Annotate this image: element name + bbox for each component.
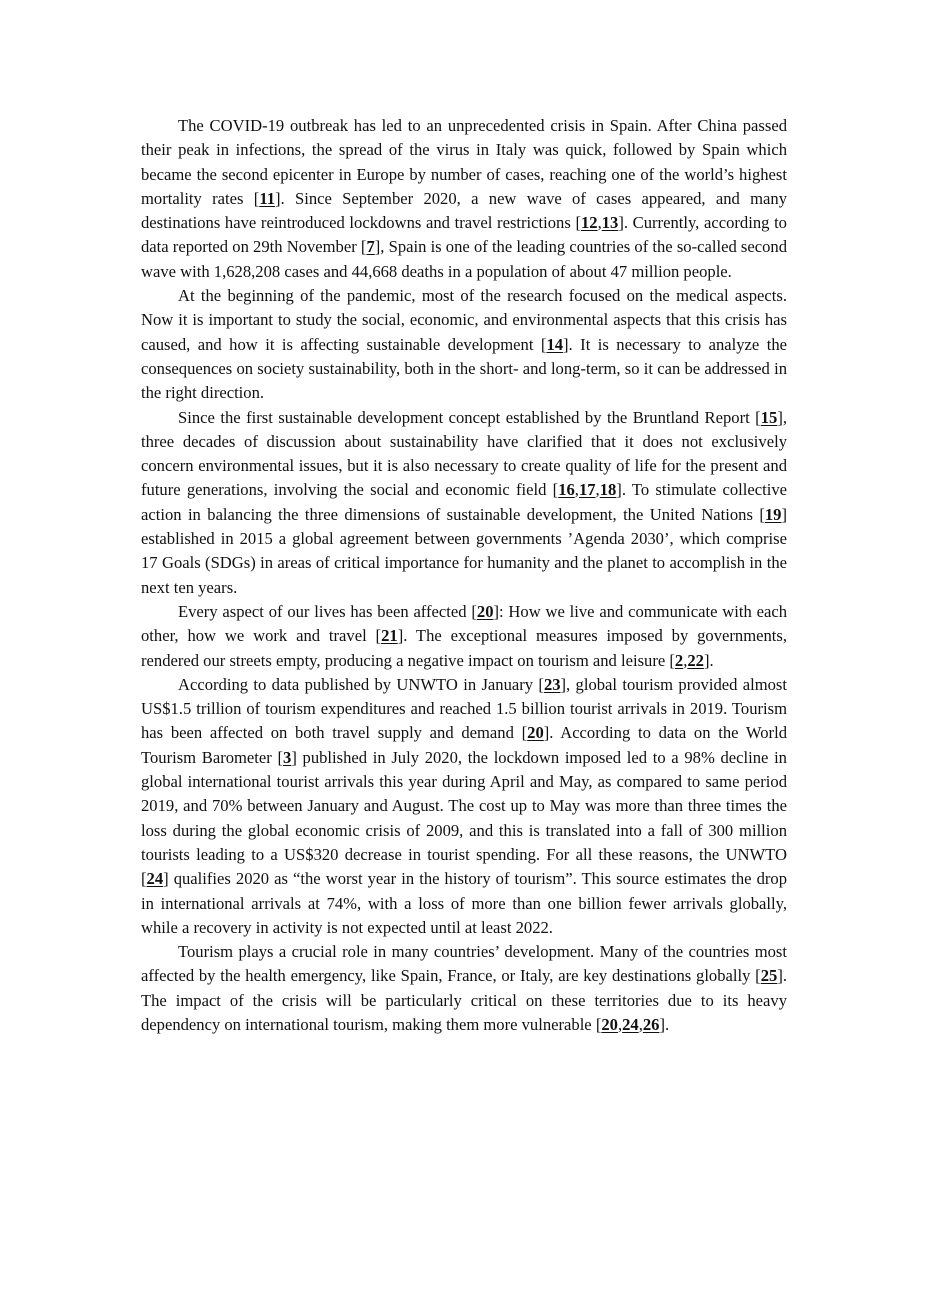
paragraph-text: , xyxy=(595,480,600,500)
paragraph-3 xyxy=(141,406,787,600)
paragraph-text: , xyxy=(683,650,688,670)
citation-link-2[interactable]: 2 xyxy=(674,650,684,670)
paragraph-text: The COVID-19 outbreak has led to an unprecedented crisis in Spain. After China passed their peak in infections, the spread of the virus in Italy was quick, followed by Spain which became the second epicenter in Europe by number of cases, reaching one of the world’s highest mortality rates [ xyxy=(141,116,787,208)
citation-link-17[interactable]: 17 xyxy=(578,480,596,500)
citation-link-18[interactable]: 18 xyxy=(599,480,617,500)
paragraph-text: ] published in July 2020, the lockdown imposed led to a 98% decline in global international tourist arrivals this year during April and May, as compared to same period 2019, and 70% between January and August. The cost up to May was more than three times the loss during the global economic crisis of 2009, and this is translated into a fall of 300 million tourists leading to a US$320 decrease in tourist spending. For all these reasons, the UNWTO [ xyxy=(141,747,787,889)
citation-link-24[interactable]: 24 xyxy=(146,869,164,889)
paragraph-5 xyxy=(141,673,787,940)
paragraph-text: ]. Currently, according to data reported on 29th November [ xyxy=(141,213,787,257)
paragraph-text: ]: How we live and communicate with each other, how we work and travel [ xyxy=(141,601,787,646)
citation-link-19[interactable]: 19 xyxy=(764,504,782,524)
citation-link-12[interactable]: 12 xyxy=(580,213,598,233)
paragraph-text: At the beginning of the pandemic, most of the research focused on the medical aspects. Now it is important to study the social, economic, and environmental aspects that this crisis has caused, and how it is affecting sustainable development [ xyxy=(141,286,787,354)
paragraph-4 xyxy=(141,600,787,673)
paragraph-text: ]. According to data on the World Tourism Barometer [ xyxy=(141,723,787,767)
paragraph-text: ] qualifies 2020 as “the worst year in the history of tourism”. This source estimates the drop in international arrivals at 74%, with a loss of more than one billion fewer arrivals globally, while a recovery in activity is not expected until at least 2022. xyxy=(141,869,787,937)
citation-link-24[interactable]: 24 xyxy=(622,1014,639,1034)
paragraph-text: ] established in 2015 a global agreement between governments ’Agenda 2030’, which comprise 17 Goals (SDGs) in areas of critical importance for humanity and the planet to accomplish in the next ten years. xyxy=(141,504,787,597)
article-body xyxy=(141,114,787,1037)
paragraph-text: ], three decades of discussion about sustainability have clarified that it does not exclusively concern environmental issues, but it is also necessary to create quality of life for the present and future generations, involving the social and economic field [ xyxy=(141,407,787,500)
paragraph-text: ]. To stimulate collective action in balancing the three dimensions of sustainable development, the United Nations [ xyxy=(141,480,788,524)
citation-link-25[interactable]: 25 xyxy=(760,966,778,986)
citation-link-26[interactable]: 26 xyxy=(642,1014,660,1034)
paragraph-text: ]. The impact of the crisis will be particularly critical on these territories due to its heavy dependency on international tourism, making them more vulnerable [ xyxy=(141,966,787,1034)
paragraph-text: , xyxy=(617,1014,623,1034)
paragraph-text: ], global tourism provided almost US$1.5 trillion of tourism expenditures and reached 1.5 billion tourist arrivals in 2019. Tourism has been affected on both travel supply and demand [ xyxy=(141,674,787,743)
citation-link-20[interactable]: 20 xyxy=(476,601,494,621)
paragraph-text: Tourism plays a crucial role in many countries’ development. Many of the countries most affected by the health emergency, like Spain, France, or Italy, are key destinations globally [ xyxy=(141,942,787,986)
paragraph-2 xyxy=(141,284,787,405)
paragraph-text: ], Spain is one of the leading countries of the so-called second wave with 1,628,208 cases and 44,668 deaths in a population of about 47 million people. xyxy=(141,237,787,281)
paragraph-text: ]. It is necessary to analyze the consequences on society sustainability, both in the short- and long-term, so it can be addressed in the right direction. xyxy=(141,334,788,403)
citation-link-14[interactable]: 14 xyxy=(546,334,564,354)
paragraph-text: ]. The exceptional measures imposed by governments, rendered our streets empty, producing a negative impact on tourism and leisure [ xyxy=(141,626,787,670)
paragraph-text: Since the first sustainable development concept established by the Bruntland Report [ xyxy=(178,407,761,427)
citation-link-11[interactable]: 11 xyxy=(259,188,275,208)
citation-link-20[interactable]: 20 xyxy=(601,1014,618,1034)
citation-link-23[interactable]: 23 xyxy=(543,674,561,694)
citation-link-15[interactable]: 15 xyxy=(760,407,778,427)
paragraph-text: According to data published by UNWTO in January [ xyxy=(178,674,544,694)
paragraph-text: Every aspect of our lives has been affected [ xyxy=(178,601,477,621)
paragraph-text: ]. Since September 2020, a new wave of cases appeared, and many destinations have reintroduced lockdowns and travel restrictions [ xyxy=(141,188,787,233)
citation-link-7[interactable]: 7 xyxy=(366,237,375,257)
paragraph-1 xyxy=(141,114,787,284)
citation-link-16[interactable]: 16 xyxy=(558,480,575,500)
citation-link-21[interactable]: 21 xyxy=(381,626,398,646)
citation-link-3[interactable]: 3 xyxy=(283,747,292,767)
paragraph-text: ]. xyxy=(703,650,714,670)
paragraph-text: , xyxy=(597,213,602,233)
citation-link-13[interactable]: 13 xyxy=(601,213,619,233)
paragraph-text: , xyxy=(638,1014,643,1034)
paragraph-6 xyxy=(141,940,787,1037)
paragraph-text: , xyxy=(574,480,579,500)
citation-link-20[interactable]: 20 xyxy=(527,723,544,743)
paragraph-text: ]. xyxy=(659,1014,670,1034)
citation-link-22[interactable]: 22 xyxy=(687,650,704,670)
